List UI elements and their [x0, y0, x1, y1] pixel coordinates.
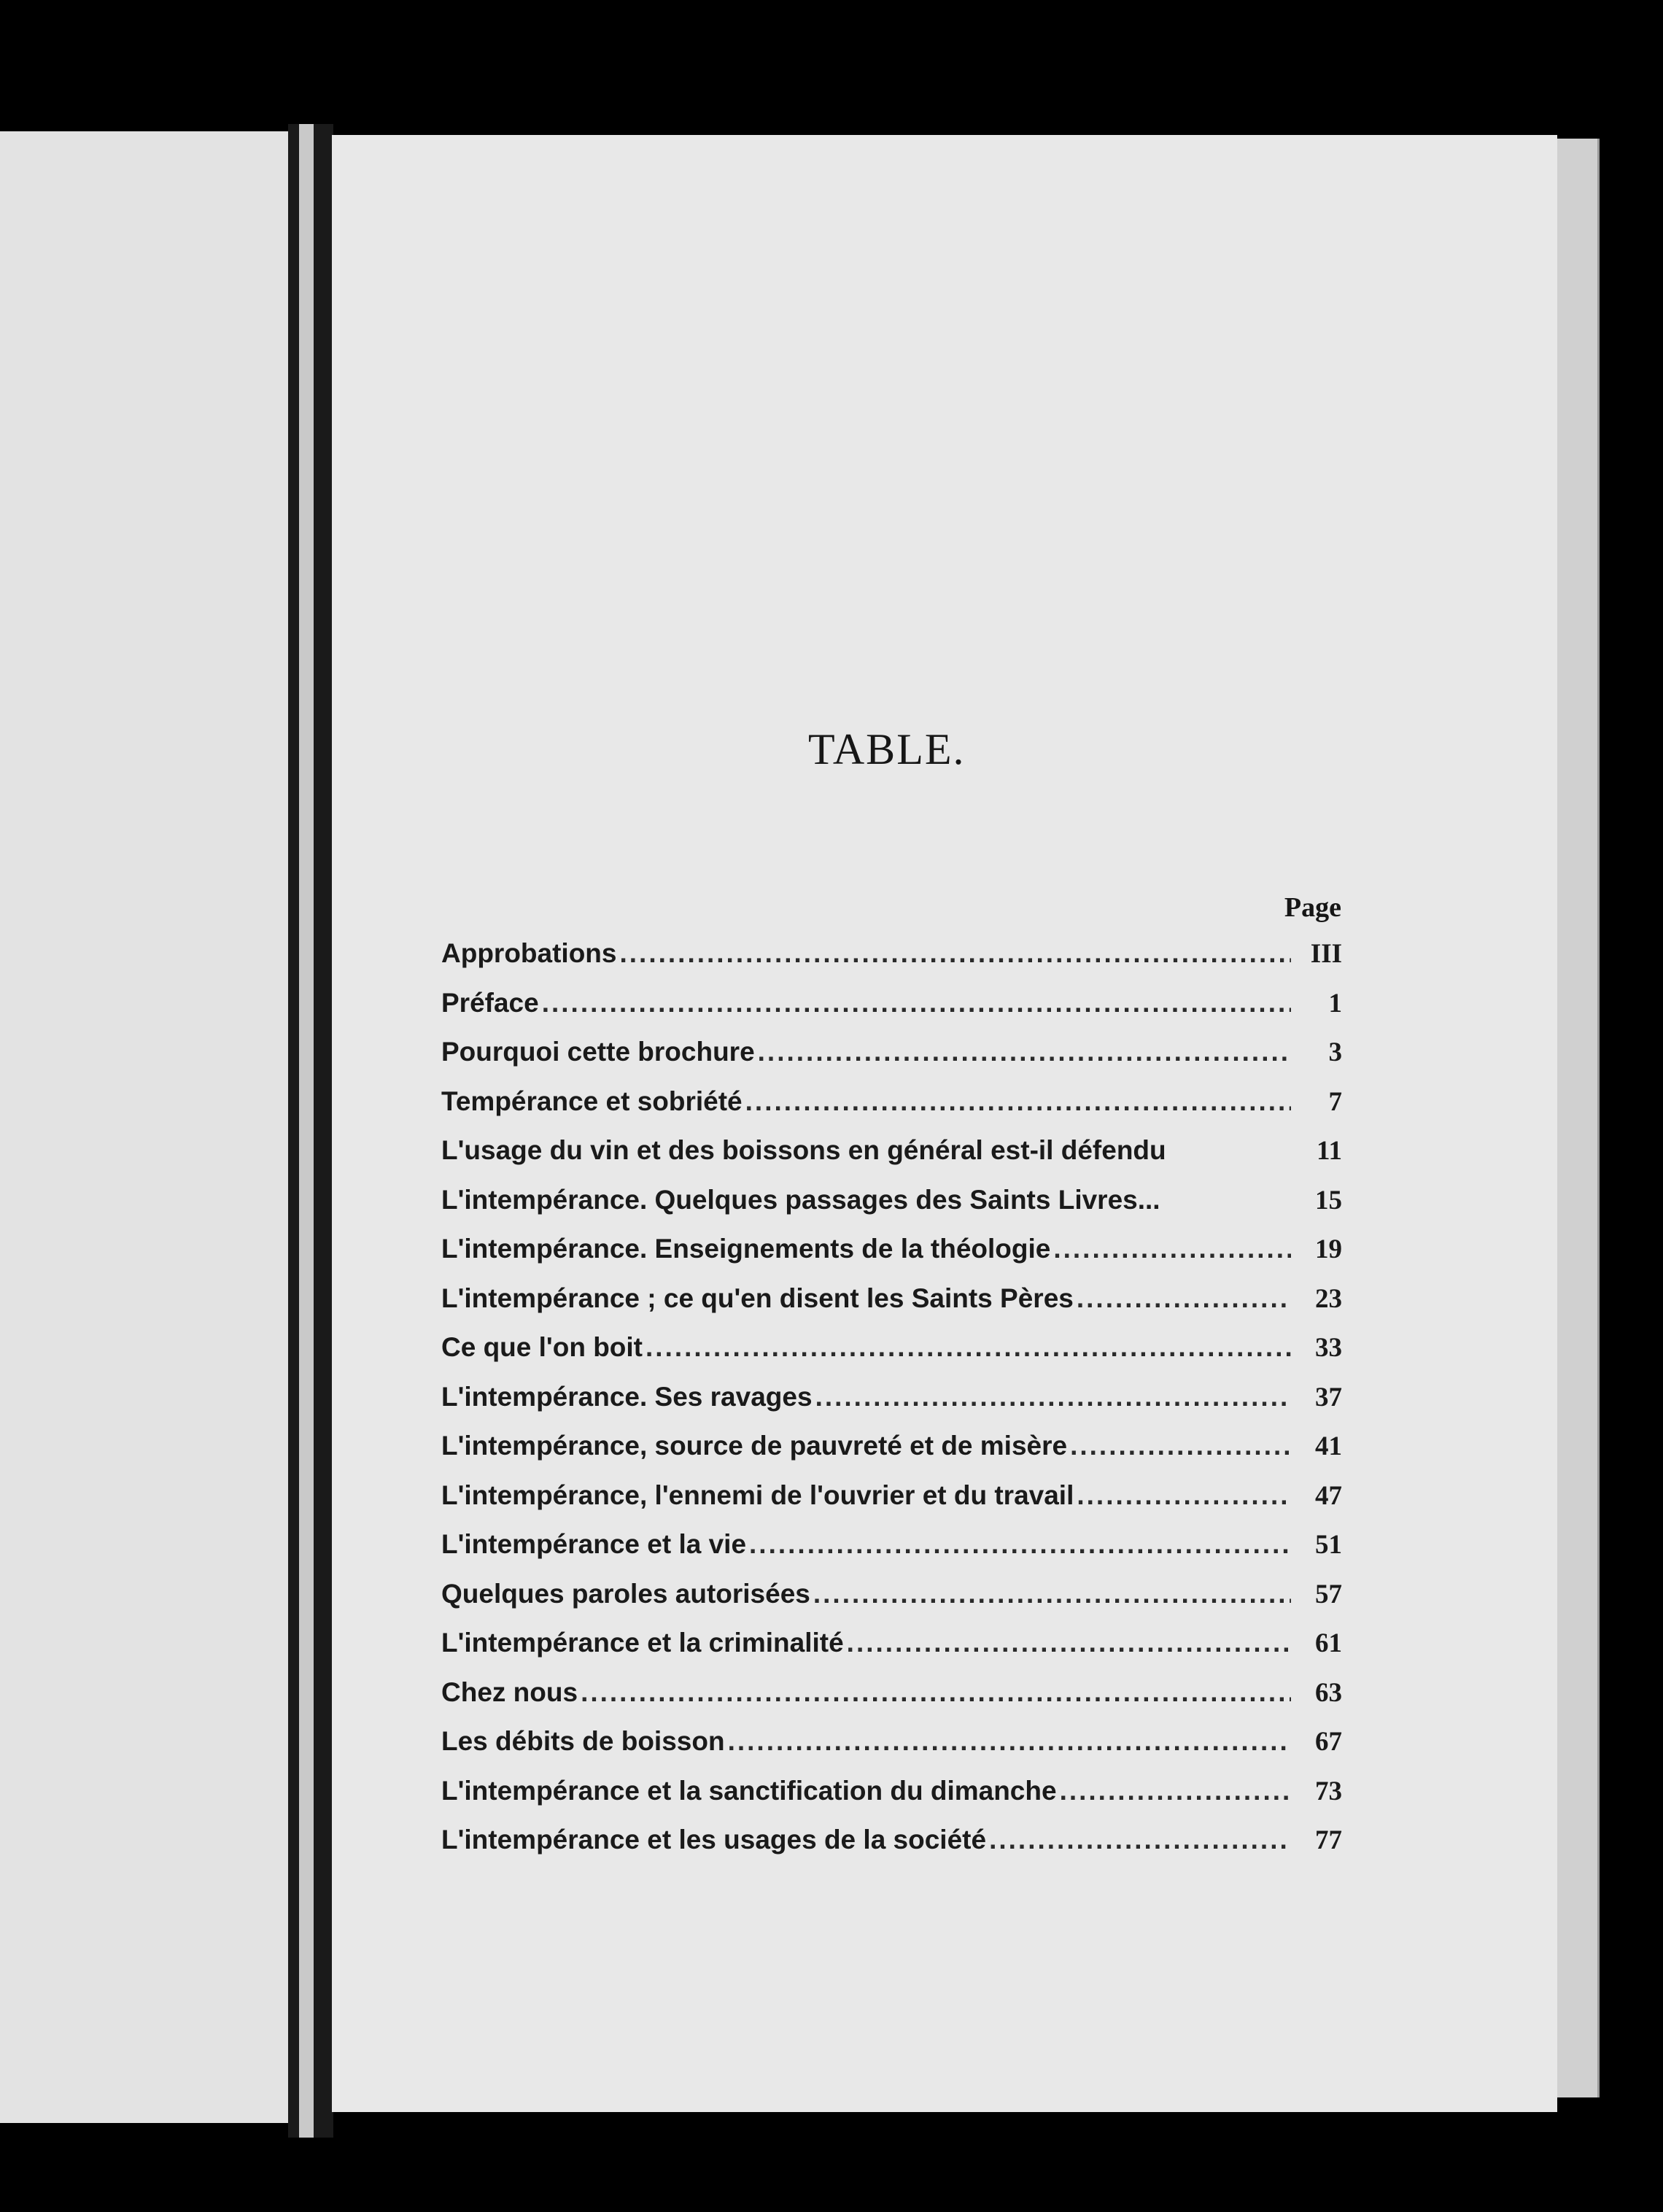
toc-entry-label: Ce que l'on boit: [441, 1332, 643, 1362]
toc-entry-label: L'intempérance. Quelques passages des Saints Livres...: [441, 1184, 1160, 1215]
toc-entry: [441, 1283, 1342, 1333]
toc-entry-label: L'intempérance ; ce qu'en disent les Saints Pères: [441, 1283, 1074, 1313]
toc-entry-page-number: 19: [1315, 1234, 1342, 1264]
toc-entry-label: Chez nous: [441, 1677, 578, 1707]
spine-gutter: [299, 124, 314, 2138]
toc-entry-label: L'intempérance. Ses ravages: [441, 1381, 813, 1412]
toc-entry-page-number: 63: [1315, 1677, 1342, 1708]
dot-leader: [619, 938, 1291, 969]
dot-leader: [758, 1037, 1291, 1067]
toc-entry: [441, 1825, 1342, 1874]
toc-entry: [441, 1135, 1342, 1185]
dot-leader: [989, 1825, 1291, 1855]
toc-entry: [441, 988, 1342, 1037]
page-column-header: Page: [1284, 892, 1341, 923]
dot-leader: [1070, 1431, 1291, 1461]
toc-entry-page-number: 57: [1315, 1579, 1342, 1609]
toc-entry-label: L'intempérance, source de pauvreté et de misère: [441, 1431, 1068, 1461]
toc-entry-page-number: 11: [1317, 1136, 1342, 1166]
toc-entry-label: Préface: [441, 987, 539, 1018]
dot-leader: [1077, 1283, 1291, 1314]
page-edge: [1557, 139, 1600, 2097]
toc-entry-page-number: 33: [1315, 1333, 1342, 1363]
toc-entry-label: L'usage du vin et des boissons en général est-il défendu: [441, 1135, 1166, 1165]
toc-entry-page-number: 73: [1315, 1776, 1342, 1806]
toc-entry-label: Quelques paroles autorisées: [441, 1578, 810, 1609]
toc-entry-label: L'intempérance. Enseignements de la théologie: [441, 1234, 1051, 1264]
toc-entry-page-number: 51: [1315, 1530, 1342, 1560]
toc-entry-page-number: 3: [1328, 1037, 1342, 1067]
toc-entry-label: L'intempérance et la vie: [441, 1529, 747, 1559]
toc-entry-page-number: 77: [1315, 1825, 1342, 1855]
toc-entry-page-number: 67: [1315, 1727, 1342, 1757]
toc-entry: [441, 1480, 1342, 1530]
toc-entry-label: L'intempérance et les usages de la société: [441, 1825, 987, 1855]
toc-entry-page-number: 37: [1315, 1382, 1342, 1412]
dot-leader: [847, 1628, 1291, 1658]
toc-entry: [441, 1776, 1342, 1825]
dot-leader: [815, 1382, 1291, 1412]
toc-entry-page-number: 1: [1328, 988, 1342, 1018]
toc-entry-page-number: 7: [1328, 1086, 1342, 1117]
toc-entry-label: L'intempérance et la sanctification du dimanche: [441, 1775, 1057, 1806]
toc-entry: [441, 1382, 1342, 1431]
dot-leader: [749, 1529, 1291, 1560]
toc-entry-label: Tempérance et sobriété: [441, 1086, 743, 1116]
toc-entry: [441, 1628, 1342, 1677]
toc-entry-page-number: 47: [1315, 1480, 1342, 1511]
toc-entry-label: Les débits de boisson: [441, 1726, 725, 1756]
dot-leader: [1053, 1234, 1291, 1264]
dot-leader: [542, 988, 1291, 1018]
dot-leader: [728, 1726, 1291, 1757]
dot-leader: [1077, 1480, 1291, 1511]
dot-leader: [745, 1086, 1291, 1117]
toc-entry-label: Approbations: [441, 938, 617, 968]
toc-entry: [441, 1431, 1342, 1480]
left-page: [0, 131, 306, 2123]
toc-entry-page-number: 61: [1315, 1628, 1342, 1658]
toc-entry-page-number: 41: [1315, 1431, 1342, 1461]
dot-leader: [581, 1677, 1291, 1708]
dot-leader: [1060, 1776, 1291, 1806]
toc-entry: [441, 938, 1342, 988]
toc-entry: [441, 1185, 1342, 1234]
table-of-contents: [441, 938, 1342, 1874]
toc-entry-label: L'intempérance, l'ennemi de l'ouvrier et du travail: [441, 1480, 1074, 1510]
toc-entry: [441, 1332, 1342, 1382]
page-title: TABLE.: [808, 725, 966, 773]
toc-entry-label: L'intempérance et la criminalité: [441, 1628, 844, 1658]
dot-leader: [813, 1579, 1291, 1609]
toc-entry: [441, 1529, 1342, 1579]
toc-entry-page-number: 15: [1315, 1185, 1342, 1215]
toc-entry: [441, 1579, 1342, 1628]
toc-entry: [441, 1726, 1342, 1776]
toc-entry-page-number: 23: [1315, 1283, 1342, 1314]
toc-entry-label: Pourquoi cette brochure: [441, 1037, 755, 1067]
toc-entry: [441, 1234, 1342, 1283]
toc-entry: [441, 1677, 1342, 1727]
toc-entry: [441, 1086, 1342, 1136]
toc-entry: [441, 1037, 1342, 1086]
dot-leader: [646, 1332, 1291, 1363]
toc-entry-page-number: III: [1310, 939, 1342, 969]
